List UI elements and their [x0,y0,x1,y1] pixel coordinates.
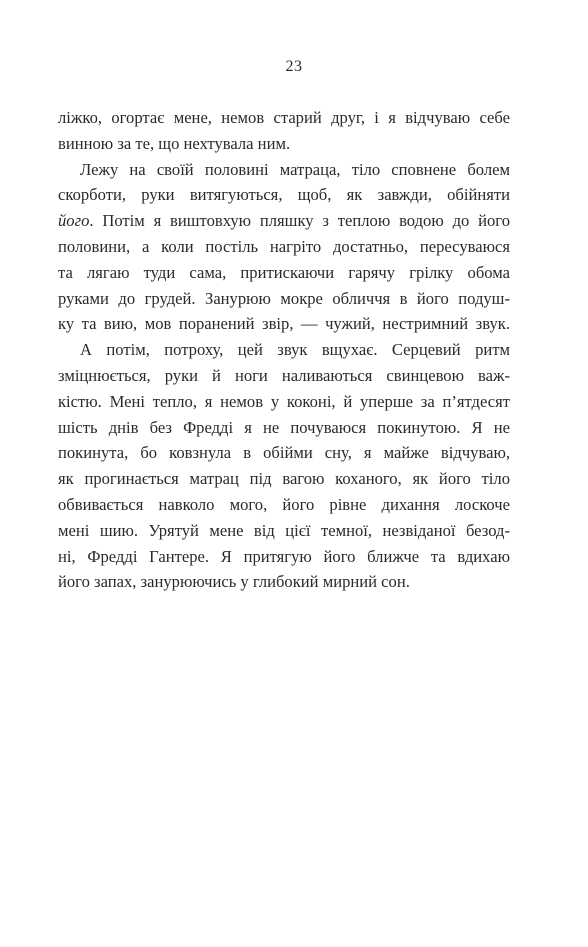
paragraph [58,337,510,595]
text-line: Лежу на своїй половині матраца, тіло сповнене болем [80,159,510,179]
text-line: винною за те, що нехтувала ним. [58,133,291,153]
text-line: кістю. Мені тепло, я немов у коконі, й уперше за п’ятдесят [58,391,510,411]
text-line: руками до грудей. Занурюю мокре обличчя в його подуш- [58,288,510,308]
text-line: скорботи, руки витягуються, щоб, як завжди, обійняти [58,185,510,205]
text-line: половини, а коли постіль нагріто достатньо, пересуваюся [58,236,510,256]
body-text [58,105,510,595]
text-line: та лягаю туди сама, притискаючи гарячу грілку обома [58,262,510,282]
text-line: ні, Фредді Гантере. Я притягую його ближче та вдихаю [58,546,510,566]
text-segment: . Потім я виштовхую пляшку з теплою водою до його [89,211,510,231]
text-line: як прогинається матрац під вагою коханого, як його тіло [58,469,510,489]
paragraph [58,157,510,338]
italic-word: його [58,211,90,231]
text-line: ку та вию, мов поранений звір, — чужий, нестримний звук. [58,314,510,334]
text-line: А потім, потроху, цей звук вщухає. Серцевий ритм [80,340,510,360]
text-line: шість днів без Фредді я не почуваюся покинутою. Я не [58,417,510,437]
text-line: покинута, бо ковзнула в обійми сну, я майже відчуваю, [58,443,510,463]
text-line: мені шию. Урятуй мене від цієї темної, незвіданої безод- [58,520,510,540]
paragraph [58,105,510,157]
text-line [58,208,510,234]
text-line: ліжко, огортає мене, немов старий друг, і я відчуваю себе [58,108,510,127]
page-number: 23 [285,58,303,75]
text-line: зміцнюється, руки й ноги наливаються свинцевою важ- [58,365,510,385]
text-line: його запах, занурюючись у глибокий мирний сон. [58,572,410,592]
text-line: обвивається навколо мого, його рівне дихання лоскоче [58,494,510,514]
